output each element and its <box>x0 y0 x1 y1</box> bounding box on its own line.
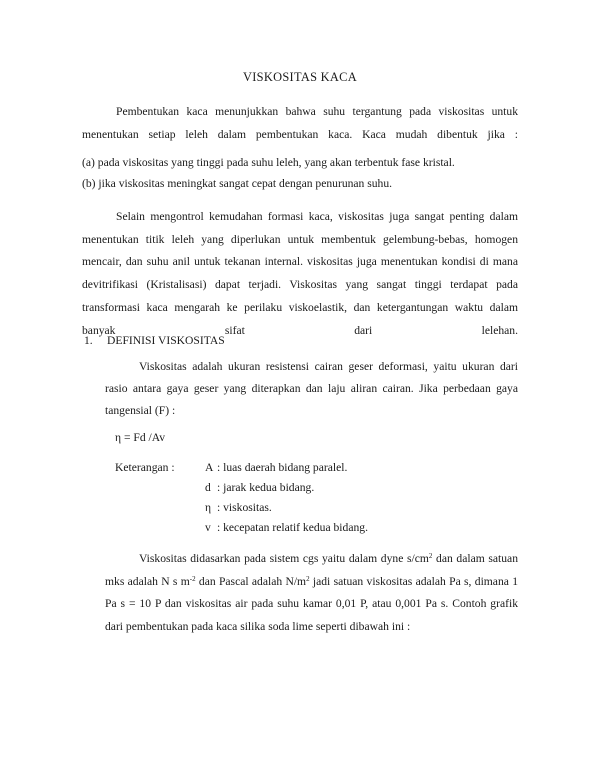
section-heading-text: DEFINISI VISKOSITAS <box>107 334 225 347</box>
page-title: VISKOSITAS KACA <box>242 70 357 84</box>
superscript: -2 <box>189 574 196 583</box>
paragraph-2: Selain mengontrol kemudahan formasi kaca, viskositas juga sangat penting dalam menentukan titik leleh yang diperlukan untuk membentuk gelembung-bebas, homogen mencair, dan suhu anil untuk tekanan internal. viskositas juga menentukan kondisi di mana devitrifikasi (Kristalisasi) dapat terjadi. Viskositas yang sangat tinggi terdapat pada transformasi kaca mengarah ke perilaku viskoelastik, dan ketergantungan waktu dalam banyak sifat dari lelehan. <box>82 210 518 337</box>
legend-label: Keterangan : <box>115 461 175 474</box>
condition-b: (b) jika viskositas meningkat sangat cepat dengan penurunan suhu. <box>82 177 393 190</box>
legend-symbol: v <box>205 521 211 534</box>
legend-row <box>205 461 347 474</box>
legend-text: : viskositas. <box>217 501 272 514</box>
legend-symbol: d <box>205 481 211 494</box>
legend-row <box>205 481 314 494</box>
intro-paragraph: Pembentukan kaca menunjukkan bahwa suhu tergantung pada viskositas untuk menentukan setiap leleh dalam pembentukan kaca. Kaca mudah dibentuk jika : <box>82 105 518 141</box>
definition-paragraph: Viskositas adalah ukuran resistensi cairan geser deformasi, yaitu ukuran dari rasio antara gaya geser yang diterapkan dan laju aliran cairan. Jika perbedaan gaya tangensial (F) : <box>105 360 518 417</box>
condition-a: (a) pada viskositas yang tinggi pada suhu leleh, yang akan terbentuk fase kristal. <box>82 156 455 169</box>
superscript: 2 <box>306 574 310 583</box>
units-paragraph <box>105 548 518 638</box>
units-text: Viskositas didasarkan pada sistem cgs yaitu dalam dyne s/cm <box>139 552 429 565</box>
legend-text: : kecepatan relatif kedua bidang. <box>217 521 368 534</box>
legend-symbol: A <box>205 461 214 474</box>
section-heading <box>84 334 225 347</box>
formula: η = Fd /Av <box>115 431 166 444</box>
legend-row <box>205 521 368 534</box>
units-text: jadi satuan viskositas adalah Pa s, dimana 1 Pa s = 10 P dan viskositas air pada suhu kamar 0,01 P, atau 0,001 Pa s. Contoh grafik dari pembentukan pada kaca silika soda lime seperti dibawah ini : <box>105 574 519 633</box>
units-text: dan dalam satuan mks adalah N s m <box>105 552 519 588</box>
superscript: 2 <box>428 552 433 560</box>
units-text: dan Pascal adalah N/m <box>195 574 307 588</box>
legend-text: : jarak kedua bidang. <box>217 481 315 494</box>
legend-symbol: η <box>205 501 212 514</box>
legend-row <box>205 501 272 514</box>
legend-text: : luas daerah bidang paralel. <box>217 461 348 474</box>
section-number: 1. <box>84 334 93 347</box>
